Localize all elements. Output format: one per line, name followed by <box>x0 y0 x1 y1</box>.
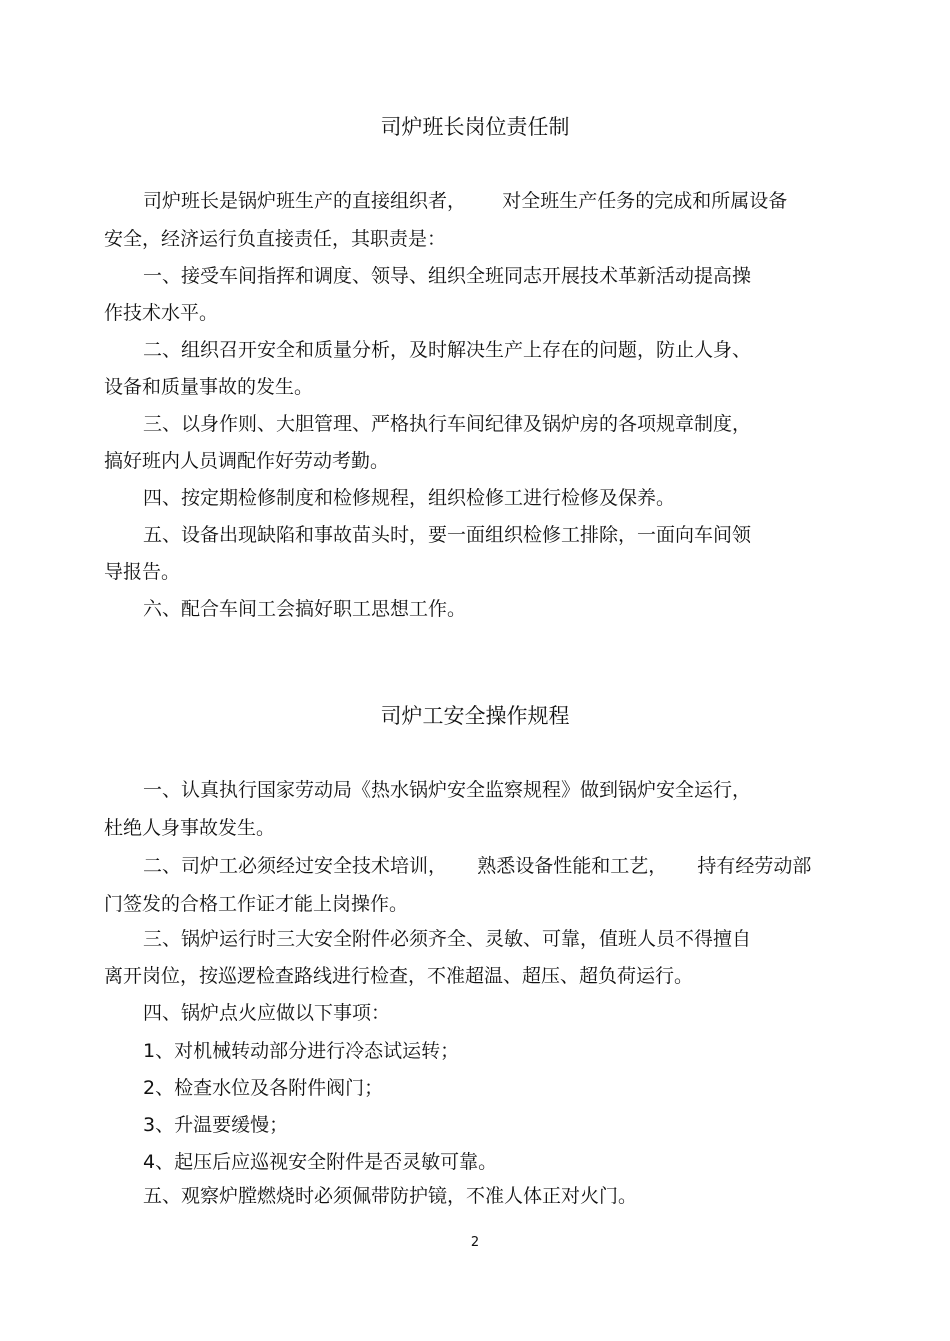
paragraph-line: 六、配合车间工会搞好职工思想工作。 <box>143 598 467 620</box>
list-item: 4、起压后应巡视安全附件是否灵敏可靠。 <box>143 1151 498 1173</box>
paragraph-line: 杜绝人身事故发生。 <box>104 817 276 839</box>
paragraph-line: 五、设备出现缺陷和事故苗头时，要一面组织检修工排除，一面向车间领 <box>143 524 752 546</box>
paragraph-line: 二、组织召开安全和质量分析，及时解决生产上存在的问题，防止人身、 <box>143 339 752 361</box>
section-title-monitor-duties: 司炉班长岗位责任制 <box>380 115 570 139</box>
paragraph-line: 一、接受车间指挥和调度、领导、组织全班同志开展技术革新活动提高操 <box>143 265 752 287</box>
paragraph-line: 一、认真执行国家劳动局《热水锅炉安全监察规程》做到锅炉安全运行， <box>143 779 752 801</box>
paragraph-line: 设备和质量事故的发生。 <box>104 376 314 398</box>
paragraph-line: 四、按定期检修制度和检修规程，组织检修工进行检修及保养。 <box>143 487 676 509</box>
paragraph-line: 三、锅炉运行时三大安全附件必须齐全、灵敏、可靠，值班人员不得擅自 <box>143 928 752 950</box>
paragraph-line: 四、锅炉点火应做以下事项： <box>143 1002 391 1024</box>
paragraph-line: 五、观察炉膛燃烧时必须佩带防护镜，不准人体正对火门。 <box>143 1185 638 1207</box>
paragraph-line: 安全，经济运行负直接责任，其职责是： <box>104 228 447 250</box>
list-item: 1、对机械转动部分进行冷态试运转； <box>143 1040 460 1062</box>
list-item: 2、检查水位及各附件阀门； <box>143 1077 384 1099</box>
paragraph-line: 作技术水平。 <box>104 302 219 324</box>
section-title-safety-rules: 司炉工安全操作规程 <box>380 704 570 728</box>
paragraph-line: 门签发的合格工作证才能上岗操作。 <box>104 893 409 915</box>
paragraph-line: 二、司炉工必须经过安全技术培训， 熟悉设备性能和工艺， 持有经劳动部 <box>143 855 812 877</box>
paragraph-line: 离开岗位，按巡逻检查路线进行检查，不准超温、超压、超负荷运行。 <box>104 965 694 987</box>
paragraph-line: 司炉班长是锅炉班生产的直接组织者， 对全班生产任务的完成和所属设备 <box>143 190 788 212</box>
list-item: 3、升温要缓慢； <box>143 1114 289 1136</box>
paragraph-line: 导报告。 <box>104 561 181 583</box>
paragraph-line: 三、以身作则、大胆管理、严格执行车间纪律及锅炉房的各项规章制度， <box>143 413 752 435</box>
paragraph-line: 搞好班内人员调配作好劳动考勤。 <box>104 450 390 472</box>
page-number: 2 <box>470 1235 480 1250</box>
